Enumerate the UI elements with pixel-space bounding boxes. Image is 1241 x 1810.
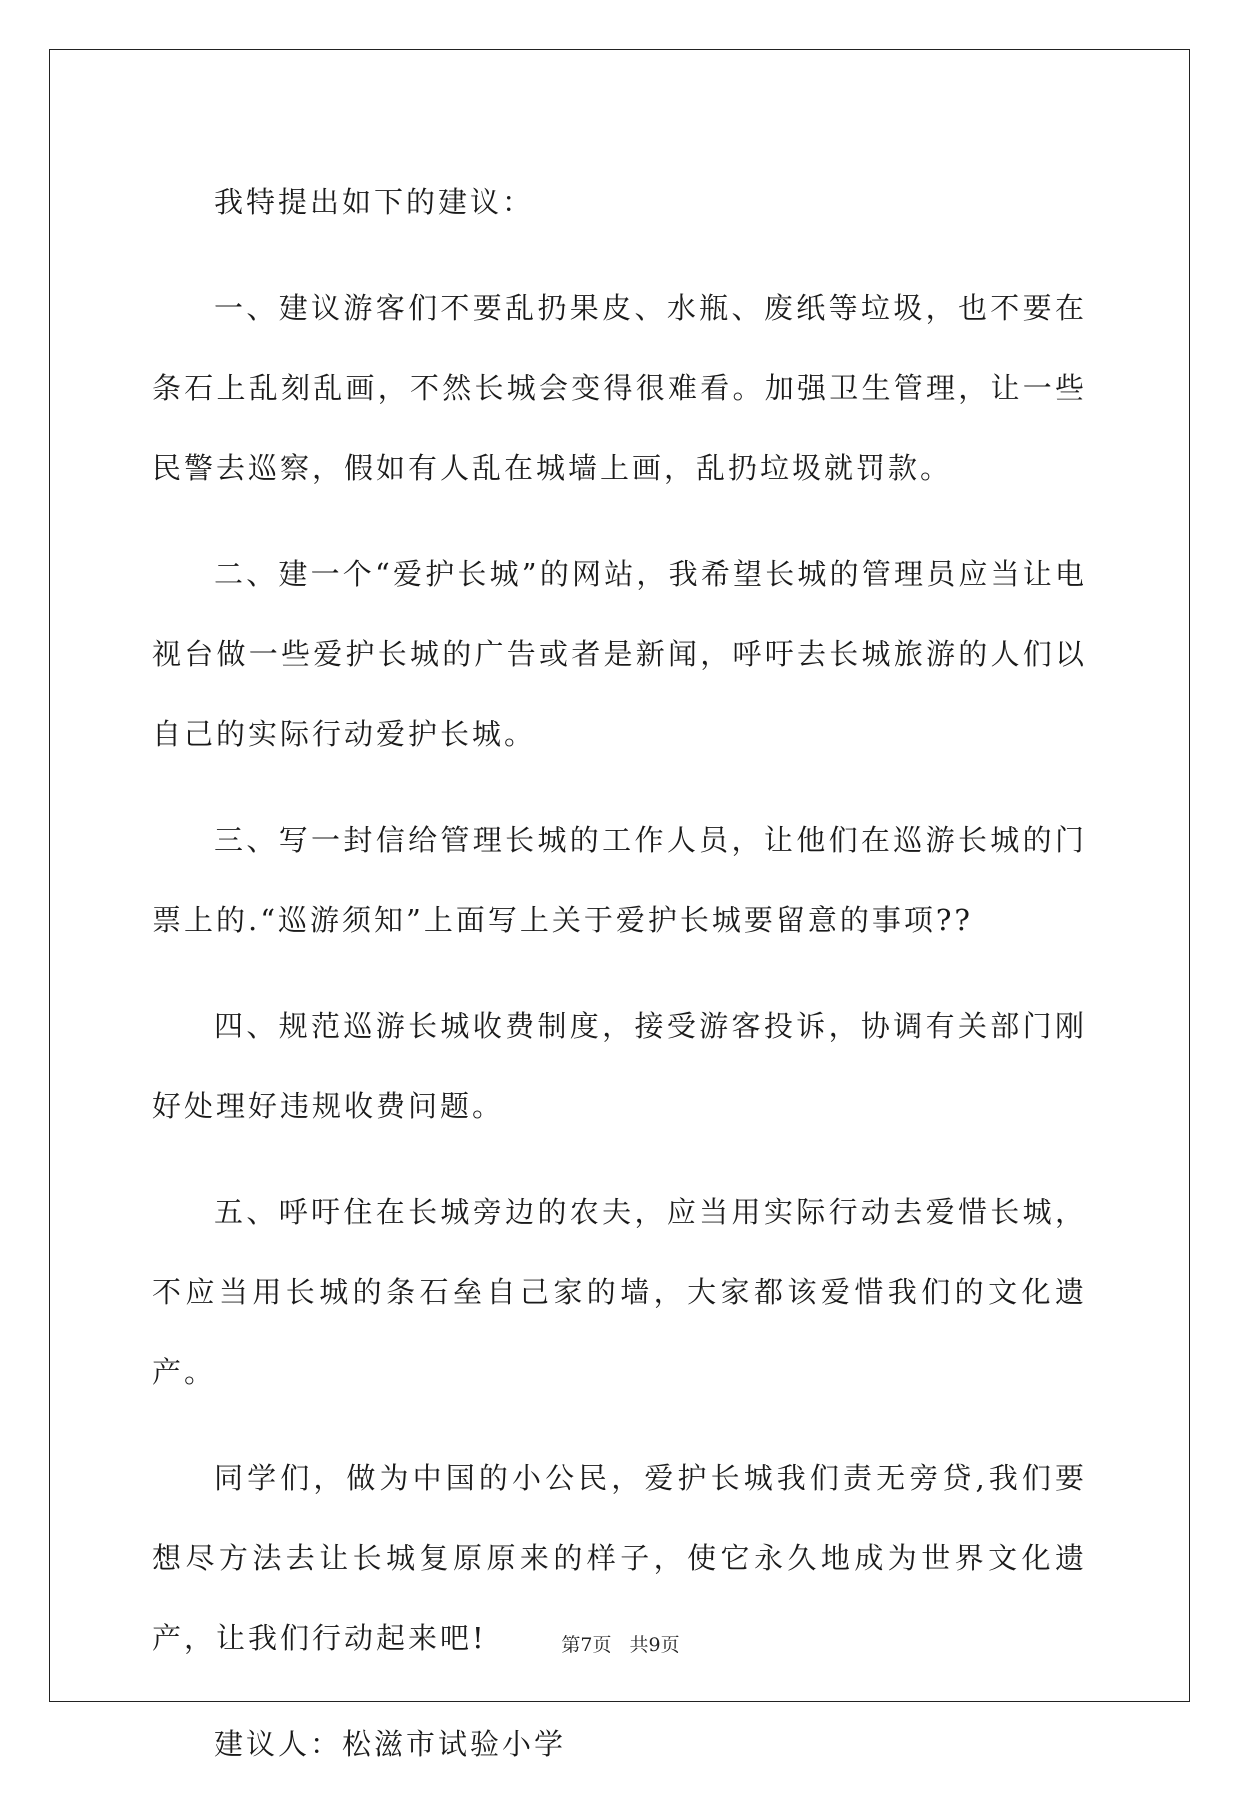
paragraph-intro: 我特提出如下的建议： (214, 185, 535, 219)
page-footer (0, 1630, 1241, 1657)
document-body (152, 162, 1087, 1810)
current-page-number: 第7页 (561, 1634, 612, 1656)
paragraph-suggestion-1: 一、建议游客们不要乱扔果皮、水瓶、废纸等垃圾，也不要在条石上乱刻乱画，不然长城会变得很难看。加强卫生管理，让一些民警去巡察，假如有人乱在城墙上画，乱扔垃圾就罚款。 (152, 291, 1087, 485)
paragraph-suggestion-5: 五、呼吁住在长城旁边的农夫，应当用实际行动去爱惜长城，不应当用长城的条石垒自己家的墙，大家都该爱惜我们的文化遗产。 (152, 1195, 1087, 1389)
paragraph-suggestion-2: 二、建一个“爱护长城”的网站，我希望长城的管理员应当让电视台做一些爱护长城的广告或者是新闻，呼吁去长城旅游的人们以自己的实际行动爱护长城。 (152, 557, 1087, 751)
total-page-count: 共9页 (629, 1634, 680, 1656)
paragraph-suggestion-4: 四、规范巡游长城收费制度，接受游客投诉，协调有关部门刚好处理好违规收费问题。 (152, 1009, 1087, 1123)
paragraph-suggestion-3: 三、写一封信给管理长城的工作人员，让他们在巡游长城的门票上的.“巡游须知”上面写上关于爱护长城要留意的事项?? (152, 823, 1087, 937)
paragraph-closing: 同学们，做为中国的小公民，爱护长城我们责无旁贷,我们要想尽方法去让长城复原原来的样子，使它永久地成为世界文化遗产，让我们行动起来吧! (152, 1461, 1087, 1655)
paragraph-signature: 建议人：松滋市试验小学 (214, 1727, 567, 1761)
